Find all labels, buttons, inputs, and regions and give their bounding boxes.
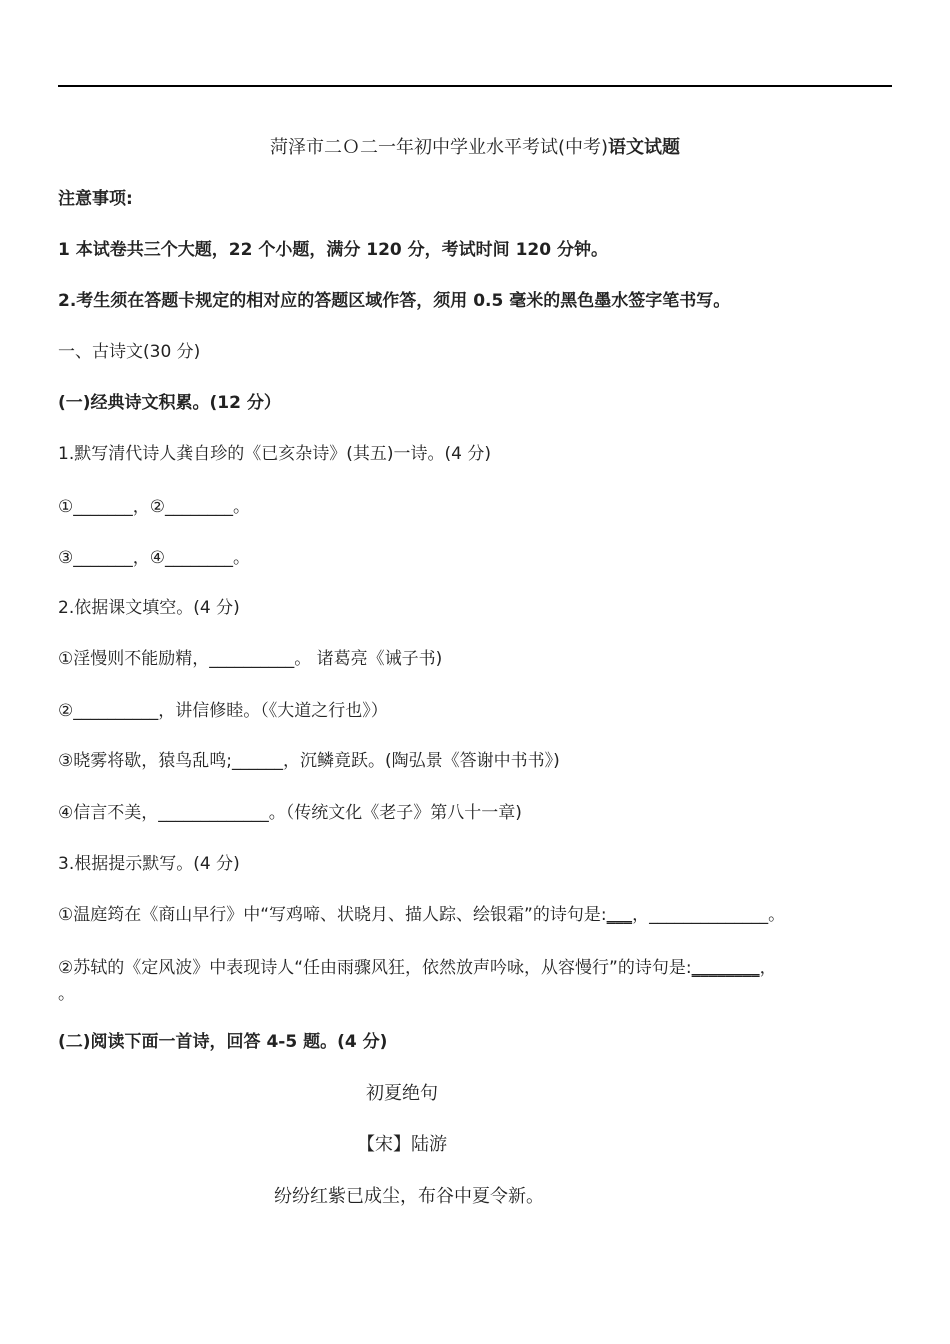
question-1-line-1: ①_______，②________。 (58, 497, 250, 517)
answer-blank: ___ (606, 905, 633, 925)
exam-title-subject: 语文试题 (608, 137, 681, 158)
exam-title (0, 136, 950, 160)
question-2-item-2: ②__________，讲信修睦。（《大道之行也》） (58, 701, 388, 721)
question-2-prompt: 2.依据课文填空。(4 分) (58, 598, 240, 618)
question-3-item-1-text: ①温庭筠在《商山早行》中“写鸡啼、状晓月、描人踪、绘银霜”的诗句是: (58, 905, 607, 925)
notice-item-1: 1 本试卷共三个大题，22 个小题，满分 120 分，考试时间 120 分钟。 (58, 240, 608, 260)
question-3-item-1 (58, 903, 785, 927)
answer-blank: ________ (691, 958, 760, 978)
question-2-item-3: ③晓雾将歇，猿鸟乱鸣;______，沉鳞竟跃。(陶弘景《答谢中书书》) (58, 751, 560, 771)
terminator: 。 (768, 905, 786, 925)
section-1-heading: 一、古诗文(30 分) (58, 342, 201, 362)
answer-blank: ______________ (649, 905, 769, 925)
poem-line-1: 纷纷红紫已成尘，布谷中夏令新。 (274, 1186, 544, 1207)
part-2-heading: (二)阅读下面一首诗，回答 4-5 题。(4 分) (58, 1032, 388, 1052)
notice-item-2: 2.考生须在答题卡规定的相对应的答题区域作答，须用 0.5 毫米的黑色墨水签字笔书写。 (58, 291, 731, 311)
question-3-item-2-end: 。 (58, 984, 75, 1004)
question-3-item-2-text: ②苏轼的《定风波》中表现诗人“任由雨骤风狂，依然放声吟咏，从容慢行”的诗句是: (58, 958, 692, 978)
poem-author: 【宋】陆游 (357, 1134, 447, 1155)
question-2-item-4: ④信言不美，_____________。（传统文化《老子》第八十一章) (58, 803, 522, 823)
question-3-prompt: 3.根据提示默写。(4 分) (58, 854, 240, 874)
separator: ， (759, 958, 777, 978)
question-3-item-2 (58, 956, 777, 980)
poem-title: 初夏绝句 (366, 1083, 438, 1104)
header-rule (58, 85, 892, 87)
notice-heading: 注意事项: (58, 189, 133, 209)
question-1-prompt: 1.默写清代诗人龚自珍的《已亥杂诗》(其五)一诗。(4 分) (58, 444, 491, 464)
exam-title-main: 菏泽市二Ｏ二一年初中学业水平考试(中考) (269, 137, 609, 158)
question-1-line-2: ③_______，④________。 (58, 548, 250, 568)
part-1-heading: (一)经典诗文积累。(12 分） (58, 393, 281, 413)
question-2-item-1: ①淫慢则不能励精，__________。 诸葛亮《诫子书) (58, 649, 443, 669)
separator: ， (632, 905, 650, 925)
